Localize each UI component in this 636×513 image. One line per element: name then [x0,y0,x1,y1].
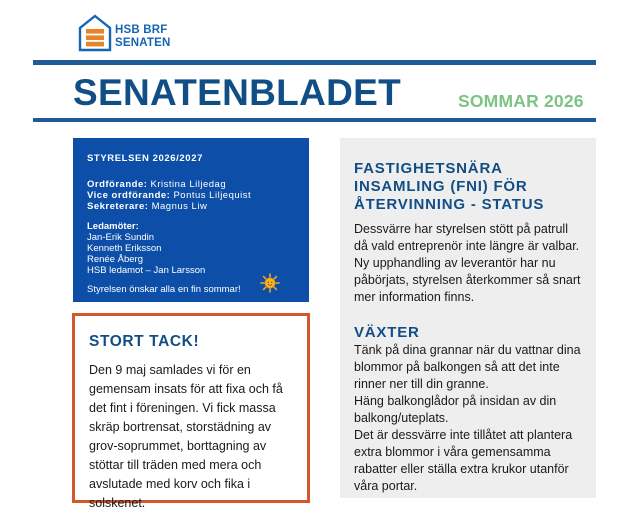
members-title: Ledamöter: [87,221,139,232]
member-item: Jan-Erik Sundin [87,232,155,243]
member-item: Renée Åberg [87,254,143,265]
masthead-title: SENATENBLADET [73,72,401,113]
role-label: Vice ordförande: [87,190,171,201]
board-role-chair [87,179,295,190]
logo-text [115,24,171,50]
header-rule-bottom [33,118,596,122]
member-item: Kenneth Eriksson [87,243,162,254]
vaxter-paragraph: Tänk på dina grannar när du vattnar dina blommor på balkongen så att det inte rinner ner till din granne. [354,343,581,391]
board-summer-wish: Styrelsen önskar alla en fin sommar! [87,284,241,295]
role-label: Ordförande: [87,179,148,190]
news-panel [340,138,596,498]
thanks-box [72,313,310,510]
thanks-body: Den 9 maj samlades vi för en gemensam insats för att fixa och få det fint i föreningen. Vi fick massa skräp bortrensat, storstädning av grov-soprummet, borttagning av stöttar till träden med mera och avslutade med korv och fika i solskenet. [89,363,283,510]
board-title: STYRELSEN 2026/2027 [87,153,203,164]
vaxter-heading: VÄXTER [354,324,420,341]
header-rule-top [33,60,596,65]
logo-text-line2: SENATEN [115,37,171,49]
board-role-secretary [87,201,295,212]
fni-heading: FASTIGHETSNÄRA INSAMLING (FNI) FÖR ÅTERVINNING - STATUS [354,160,545,213]
vaxter-paragraph: Det är dessvärre inte tillåtet att plantera extra blommor i våra gemensamma rabatter eller ställa extra krukor utanför våra portar. [354,428,573,493]
hsb-logo [79,15,179,53]
role-name: Pontus Liljequist [173,190,252,201]
issue-label: SOMMAR 2026 [458,91,584,111]
sun-icon [260,273,280,293]
logo-text-line1: HSB BRF [115,24,168,36]
board-role-vice-chair [87,190,295,201]
member-item: HSB ledamot – Jan Larsson [87,265,206,276]
board-panel [73,138,309,302]
board-members [87,221,295,276]
role-name: Magnus Liw [151,201,208,212]
fni-body: Dessvärre har styrelsen stött på patrull då vald entreprenör inte längre är valbar. Ny upphandling av leverantör har nu påbörjats, styrelsen återkommer så snart mer information finns. [354,222,581,304]
role-name: Kristina Liljedag [150,179,227,190]
thanks-title: STORT TACK! [89,333,200,350]
role-label: Sekreterare: [87,201,149,212]
vaxter-paragraph: Häng balkonglådor på insidan av din balkong/uteplats. [354,394,557,425]
house-logo-icon [79,15,111,51]
